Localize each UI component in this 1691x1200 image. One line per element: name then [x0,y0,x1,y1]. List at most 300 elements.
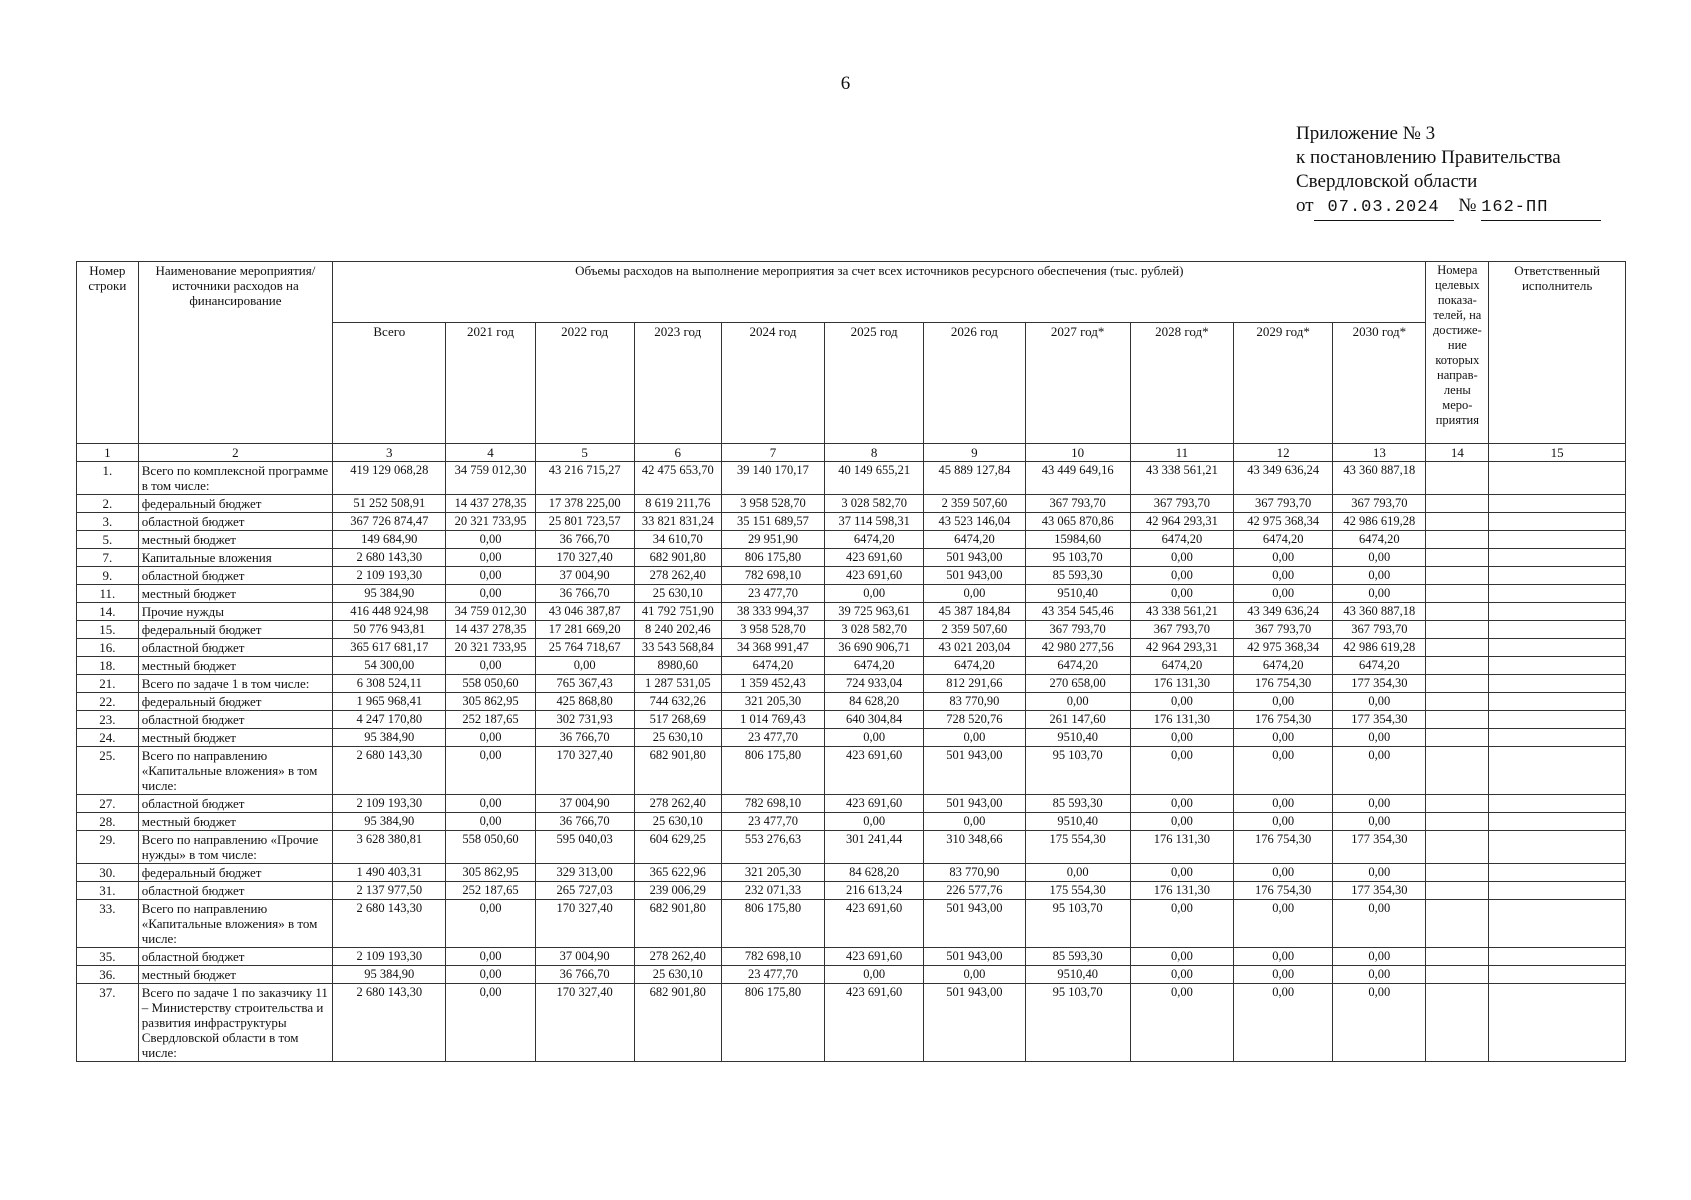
value-cell: 95 384,90 [333,585,446,603]
header-year: 2025 год [825,323,924,444]
targets-cell [1426,882,1489,900]
value-cell: 501 943,00 [924,900,1025,948]
value-cell: 6474,20 [1234,531,1333,549]
value-cell: 423 691,60 [825,795,924,813]
value-cell: 310 348,66 [924,831,1025,864]
targets-cell [1426,693,1489,711]
value-cell: 305 862,95 [446,693,535,711]
value-cell: 806 175,80 [721,984,824,1062]
value-cell: 0,00 [1333,948,1426,966]
value-cell: 0,00 [1333,900,1426,948]
value-cell: 37 004,90 [535,948,634,966]
value-cell: 0,00 [924,729,1025,747]
row-number: 7. [77,549,139,567]
value-cell: 20 321 733,95 [446,513,535,531]
value-cell: 0,00 [446,567,535,585]
value-cell: 265 727,03 [535,882,634,900]
value-cell: 8 240 202,46 [634,621,721,639]
value-cell: 9510,40 [1025,813,1130,831]
table-row [77,567,1626,585]
value-cell: 0,00 [1234,693,1333,711]
targets-cell [1426,639,1489,657]
value-cell: 0,00 [1234,747,1333,795]
value-cell: 604 629,25 [634,831,721,864]
value-cell: 43 065 870,86 [1025,513,1130,531]
value-cell: 6474,20 [1130,531,1233,549]
value-cell: 84 628,20 [825,864,924,882]
value-cell: 278 262,40 [634,567,721,585]
value-cell: 6474,20 [1333,531,1426,549]
row-name: Всего по направлению «Капитальные вложения» в том числе: [138,747,332,795]
value-cell: 0,00 [1234,549,1333,567]
targets-cell [1426,495,1489,513]
value-cell: 6474,20 [924,531,1025,549]
value-cell: 176 131,30 [1130,675,1233,693]
value-cell: 170 327,40 [535,747,634,795]
value-cell: 553 276,63 [721,831,824,864]
value-cell: 51 252 508,91 [333,495,446,513]
row-name: областной бюджет [138,795,332,813]
value-cell: 36 690 906,71 [825,639,924,657]
row-name: местный бюджет [138,813,332,831]
column-number: 4 [446,444,535,462]
row-name: Всего по направлению «Прочие нужды» в том числе: [138,831,332,864]
value-cell: 367 793,70 [1130,621,1233,639]
value-cell: 0,00 [1130,813,1233,831]
responsible-cell [1489,603,1626,621]
header-volumes: Объемы расходов на выполнение мероприятия за счет всех источников ресурсного обеспечения (тыс. рублей) [333,262,1426,323]
value-cell: 0,00 [1130,984,1233,1062]
value-cell: 42 475 653,70 [634,462,721,495]
value-cell: 0,00 [1130,966,1233,984]
row-number: 37. [77,984,139,1062]
number-label: № [1458,195,1477,216]
targets-cell [1426,657,1489,675]
appendix-decree: к постановлению Правительства [1296,147,1561,168]
value-cell: 3 958 528,70 [721,621,824,639]
responsible-cell [1489,639,1626,657]
value-cell: 0,00 [1234,966,1333,984]
value-cell: 83 770,90 [924,693,1025,711]
responsible-cell [1489,900,1626,948]
value-cell: 95 103,70 [1025,900,1130,948]
value-cell: 33 543 568,84 [634,639,721,657]
row-name: областной бюджет [138,882,332,900]
value-cell: 640 304,84 [825,711,924,729]
value-cell: 0,00 [1333,567,1426,585]
value-cell: 782 698,10 [721,948,824,966]
row-name: областной бюджет [138,639,332,657]
row-name: федеральный бюджет [138,621,332,639]
responsible-cell [1489,711,1626,729]
row-name: Всего по задаче 1 в том числе: [138,675,332,693]
value-cell: 176 754,30 [1234,675,1333,693]
value-cell: 517 268,69 [634,711,721,729]
row-name: местный бюджет [138,657,332,675]
table-row [77,513,1626,531]
targets-cell [1426,795,1489,813]
value-cell: 177 354,30 [1333,882,1426,900]
column-number: 5 [535,444,634,462]
responsible-cell [1489,531,1626,549]
value-cell: 2 109 193,30 [333,948,446,966]
value-cell: 33 821 831,24 [634,513,721,531]
targets-cell [1426,948,1489,966]
row-number: 36. [77,966,139,984]
column-number: 7 [721,444,824,462]
row-number: 24. [77,729,139,747]
value-cell: 252 187,65 [446,711,535,729]
value-cell: 43 360 887,18 [1333,462,1426,495]
value-cell: 0,00 [1130,900,1233,948]
value-cell: 0,00 [1234,729,1333,747]
value-cell: 34 759 012,30 [446,603,535,621]
targets-cell [1426,747,1489,795]
responsible-cell [1489,864,1626,882]
value-cell: 724 933,04 [825,675,924,693]
value-cell: 806 175,80 [721,549,824,567]
value-cell: 0,00 [1333,984,1426,1062]
value-cell: 43 360 887,18 [1333,603,1426,621]
targets-cell [1426,531,1489,549]
targets-cell [1426,900,1489,948]
value-cell: 0,00 [1333,549,1426,567]
header-targets: Номера целевых показа-телей, на достиже-ние которых направ-лены меро-приятия [1426,262,1489,444]
value-cell: 782 698,10 [721,795,824,813]
value-cell: 6474,20 [1025,657,1130,675]
value-cell: 43 021 203,04 [924,639,1025,657]
responsible-cell [1489,729,1626,747]
value-cell: 45 387 184,84 [924,603,1025,621]
row-number: 14. [77,603,139,621]
header-year: 2027 год* [1025,323,1130,444]
value-cell: 0,00 [1234,900,1333,948]
value-cell: 0,00 [924,813,1025,831]
value-cell: 3 028 582,70 [825,621,924,639]
table-row [77,795,1626,813]
value-cell: 175 554,30 [1025,882,1130,900]
row-name: местный бюджет [138,729,332,747]
row-name: Всего по направлению «Капитальные вложения» в том числе: [138,900,332,948]
responsible-cell [1489,882,1626,900]
value-cell: 34 759 012,30 [446,462,535,495]
row-name: областной бюджет [138,567,332,585]
table-body [77,462,1626,1062]
value-cell: 321 205,30 [721,864,824,882]
value-cell: 0,00 [446,585,535,603]
column-number: 13 [1333,444,1426,462]
value-cell: 0,00 [1333,966,1426,984]
value-cell: 2 359 507,60 [924,621,1025,639]
value-cell: 423 691,60 [825,948,924,966]
column-number: 9 [924,444,1025,462]
value-cell: 0,00 [1130,747,1233,795]
responsible-cell [1489,462,1626,495]
value-cell: 0,00 [1130,729,1233,747]
header-year: 2029 год* [1234,323,1333,444]
value-cell: 302 731,93 [535,711,634,729]
value-cell: 0,00 [1234,948,1333,966]
value-cell: 365 622,96 [634,864,721,882]
value-cell: 367 793,70 [1333,495,1426,513]
row-name: местный бюджет [138,585,332,603]
value-cell: 23 477,70 [721,813,824,831]
value-cell: 239 006,29 [634,882,721,900]
value-cell: 558 050,60 [446,675,535,693]
value-cell: 42 964 293,31 [1130,639,1233,657]
row-number: 22. [77,693,139,711]
value-cell: 0,00 [1234,567,1333,585]
row-name: областной бюджет [138,513,332,531]
value-cell: 0,00 [825,966,924,984]
value-cell: 176 131,30 [1130,711,1233,729]
value-cell: 35 151 689,57 [721,513,824,531]
value-cell: 149 684,90 [333,531,446,549]
value-cell: 367 793,70 [1234,621,1333,639]
value-cell: 425 868,80 [535,693,634,711]
value-cell: 176 131,30 [1130,882,1233,900]
value-cell: 501 943,00 [924,984,1025,1062]
value-cell: 95 103,70 [1025,984,1130,1062]
value-cell: 6474,20 [825,657,924,675]
column-number: 2 [138,444,332,462]
value-cell: 558 050,60 [446,831,535,864]
value-cell: 36 766,70 [535,813,634,831]
table-row [77,549,1626,567]
value-cell: 261 147,60 [1025,711,1130,729]
value-cell: 36 766,70 [535,531,634,549]
value-cell: 2 109 193,30 [333,795,446,813]
value-cell: 2 680 143,30 [333,984,446,1062]
value-cell: 0,00 [1333,864,1426,882]
value-cell: 95 103,70 [1025,549,1130,567]
value-cell: 270 658,00 [1025,675,1130,693]
value-cell: 0,00 [825,729,924,747]
value-cell: 6 308 524,11 [333,675,446,693]
table-row [77,882,1626,900]
header-year: 2030 год* [1333,323,1426,444]
value-cell: 0,00 [446,729,535,747]
value-cell: 45 889 127,84 [924,462,1025,495]
value-cell: 36 766,70 [535,966,634,984]
row-name: Прочие нужды [138,603,332,621]
page-number: 6 [840,73,851,94]
value-cell: 232 071,33 [721,882,824,900]
value-cell: 85 593,30 [1025,567,1130,585]
table-row [77,657,1626,675]
responsible-cell [1489,567,1626,585]
value-cell: 501 943,00 [924,747,1025,795]
value-cell: 43 046 387,87 [535,603,634,621]
responsible-cell [1489,831,1626,864]
value-cell: 423 691,60 [825,549,924,567]
value-cell: 42 975 368,34 [1234,639,1333,657]
responsible-cell [1489,984,1626,1062]
value-cell: 23 477,70 [721,585,824,603]
row-number: 15. [77,621,139,639]
value-cell: 682 901,80 [634,900,721,948]
value-cell: 43 449 649,16 [1025,462,1130,495]
table-row [77,603,1626,621]
value-cell: 84 628,20 [825,693,924,711]
responsible-cell [1489,966,1626,984]
table-row [77,831,1626,864]
responsible-cell [1489,657,1626,675]
value-cell: 20 321 733,95 [446,639,535,657]
table-row [77,693,1626,711]
responsible-cell [1489,513,1626,531]
value-cell: 0,00 [535,657,634,675]
value-cell: 170 327,40 [535,549,634,567]
row-number: 29. [77,831,139,864]
value-cell: 0,00 [1333,693,1426,711]
value-cell: 0,00 [1025,864,1130,882]
appendix-title: Приложение № 3 [1296,123,1436,144]
value-cell: 0,00 [446,813,535,831]
responsible-cell [1489,948,1626,966]
value-cell: 682 901,80 [634,984,721,1062]
value-cell: 365 617 681,17 [333,639,446,657]
value-cell: 43 216 715,27 [535,462,634,495]
row-name: Всего по комплексной программе в том числе: [138,462,332,495]
row-name: местный бюджет [138,531,332,549]
value-cell: 806 175,80 [721,747,824,795]
value-cell: 34 610,70 [634,531,721,549]
table-row [77,675,1626,693]
value-cell: 6474,20 [825,531,924,549]
targets-cell [1426,864,1489,882]
value-cell: 0,00 [825,813,924,831]
value-cell: 177 354,30 [1333,711,1426,729]
row-number: 9. [77,567,139,585]
value-cell: 14 437 278,35 [446,495,535,513]
value-cell: 305 862,95 [446,864,535,882]
value-cell: 501 943,00 [924,948,1025,966]
value-cell: 423 691,60 [825,567,924,585]
header-year: 2026 год [924,323,1025,444]
table-row [77,984,1626,1062]
header-year: 2022 год [535,323,634,444]
value-cell: 8980,60 [634,657,721,675]
value-cell: 1 014 769,43 [721,711,824,729]
row-name: федеральный бюджет [138,693,332,711]
value-cell: 682 901,80 [634,747,721,795]
decree-number: 162-ПП [1481,198,1549,217]
column-number: 11 [1130,444,1233,462]
value-cell: 42 986 619,28 [1333,513,1426,531]
value-cell: 0,00 [1234,984,1333,1062]
value-cell: 0,00 [446,948,535,966]
value-cell: 1 490 403,31 [333,864,446,882]
row-number: 3. [77,513,139,531]
value-cell: 6474,20 [1333,657,1426,675]
value-cell: 812 291,66 [924,675,1025,693]
value-cell: 226 577,76 [924,882,1025,900]
value-cell: 367 726 874,47 [333,513,446,531]
row-number: 11. [77,585,139,603]
value-cell: 423 691,60 [825,747,924,795]
value-cell: 301 241,44 [825,831,924,864]
value-cell: 95 384,90 [333,813,446,831]
value-cell: 3 028 582,70 [825,495,924,513]
value-cell: 95 384,90 [333,729,446,747]
table-row [77,495,1626,513]
value-cell: 1 287 531,05 [634,675,721,693]
table-row [77,711,1626,729]
value-cell: 0,00 [1130,948,1233,966]
appendix-date-line [1296,194,1601,221]
value-cell: 83 770,90 [924,864,1025,882]
value-cell: 0,00 [1025,693,1130,711]
value-cell: 216 613,24 [825,882,924,900]
table-row [77,948,1626,966]
row-number: 16. [77,639,139,657]
appendix-block [1296,122,1601,221]
decree-date: 07.03.2024 [1327,198,1440,217]
value-cell: 501 943,00 [924,567,1025,585]
value-cell: 0,00 [1234,585,1333,603]
responsible-cell [1489,585,1626,603]
value-cell: 43 338 561,21 [1130,603,1233,621]
responsible-cell [1489,621,1626,639]
value-cell: 95 103,70 [1025,747,1130,795]
value-cell: 36 766,70 [535,729,634,747]
value-cell: 252 187,65 [446,882,535,900]
value-cell: 43 349 636,24 [1234,603,1333,621]
value-cell: 39 140 170,17 [721,462,824,495]
targets-cell [1426,831,1489,864]
value-cell: 42 964 293,31 [1130,513,1233,531]
value-cell: 6474,20 [1234,657,1333,675]
value-cell: 0,00 [1130,693,1233,711]
value-cell: 765 367,43 [535,675,634,693]
value-cell: 42 986 619,28 [1333,639,1426,657]
value-cell: 25 801 723,57 [535,513,634,531]
header-column-numbers [77,444,1626,462]
value-cell: 744 632,26 [634,693,721,711]
value-cell: 6474,20 [721,657,824,675]
value-cell: 3 628 380,81 [333,831,446,864]
value-cell: 0,00 [1333,747,1426,795]
row-name: федеральный бюджет [138,495,332,513]
header-name: Наименование мероприятия/ источники расходов на финансирование [138,262,332,444]
column-number: 12 [1234,444,1333,462]
value-cell: 15984,60 [1025,531,1130,549]
row-number: 5. [77,531,139,549]
value-cell: 175 554,30 [1025,831,1130,864]
row-name: Капитальные вложения [138,549,332,567]
header-year: 2024 год [721,323,824,444]
table-row [77,729,1626,747]
value-cell: 2 137 977,50 [333,882,446,900]
value-cell: 41 792 751,90 [634,603,721,621]
value-cell: 595 040,03 [535,831,634,864]
value-cell: 0,00 [446,900,535,948]
value-cell: 6474,20 [1130,657,1233,675]
row-name: областной бюджет [138,711,332,729]
column-number: 15 [1489,444,1626,462]
value-cell: 42 980 277,56 [1025,639,1130,657]
targets-cell [1426,513,1489,531]
column-number: 3 [333,444,446,462]
value-cell: 9510,40 [1025,585,1130,603]
from-label: от [1296,195,1314,216]
column-number: 14 [1426,444,1489,462]
value-cell: 419 129 068,28 [333,462,446,495]
value-cell: 501 943,00 [924,549,1025,567]
expenses-table [76,261,1626,1062]
value-cell: 0,00 [446,984,535,1062]
